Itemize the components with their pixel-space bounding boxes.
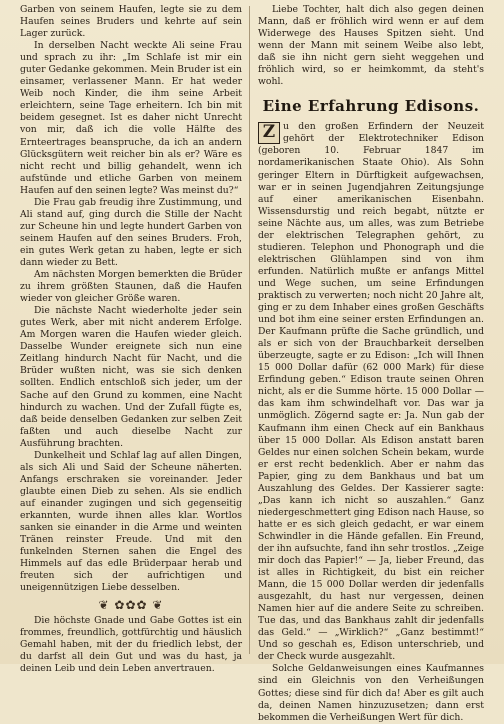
- paragraph: Solche Geldanweisungen eines Kaufmannes sind ein Gleichnis von den Verheißungen Gottes; diese sind für dich da! Aber es gilt auch da, deinen Namen hinzuzusetzen; dann erst bekommen die Verheißungen Wert für dich.: [258, 663, 484, 723]
- paragraph: Dunkelheit und Schlaf lag auf allen Dingen, als sich Ali und Said der Scheune näherten. Anfangs erschraken sie voreinander. Jeder glaubte einen Dieb zu sehen. Als sie endlich auf einander zugingen und sich gegenseitig erkannten, wurde ihnen alles klar. Wortlos sanken sie einander in die Arme und weinten Tränen reinster Freude. Und mit den funkelnden Sternen sahen die Engel des Himmels auf das edle Brüderpaar herab und freuten sich der aufrichtigen und uneigennützigen Liebe desselben.: [20, 449, 242, 594]
- article-title: Eine Erfahrung Edisons.: [262, 97, 480, 116]
- paragraph: Die nächste Nacht wiederholte jeder sein gutes Werk, aber mit nicht anderem Erfolge. Am Morgen waren die Haufen wieder gleich. Dasselbe Wunder ereignete sich nun eine Zeitlang hindurch Nacht für Nacht, und die Brüder wußten nicht, was sie sich denken sollten. Endlich entschloß sich jeder, um der Sache auf den Grund zu kommen, eine Nacht hindurch zu wachen. Und der Zufall fügte es, daß beide denselben Gedanken zur selben Zeit faßten und auch dieselbe Nacht zur Ausführung brachten.: [20, 305, 242, 449]
- paragraph: In derselben Nacht weckte Ali seine Frau und sprach zu ihr: „Im Schlafe ist mir ein guter Gedanke gekommen. Mein Bruder ist ein einsamer, verlassener Mann. Er hat weder Weib noch Kinder, die ihm seine Arbeit erleichtern, seine Tage erheitern. Ich bin mit beidem gesegnet. Ist es daher nicht Unrecht von mir, daß ich die volle Hälfte des Ernteertrages beanspruche, da ich an andern Glücksgütern weit reicher bin als er? Wäre es nicht recht und billig gehandelt, wenn ich aufstünde und etliche Garben von meinem Haufen auf den seinen legte? Was meinst du?“: [20, 40, 242, 196]
- article-first-text: u den großen Erfindern der Neuzeit gehört der Elektrotechniker Edison (geboren 10. Februar 1847 im nordamerikanischen Staate Ohio). Als Sohn geringer Eltern in Dürftigkeit aufgewachsen, war er in seinen Jugendjahren Zeitungsjunge auf einer amerikanischen Eisenbahn. Wissensdurstig und reich begabt, nützte er seine Nächte aus, um alles, was zum Betriebe der elektrischen Telegraphen gehört, zu studieren. Telephon und Phonograph und die elektrischen Glühlampen sind von ihm erfunden. Natürlich mußte er anfangs Mittel und Wege suchen, um seine Erfindungen praktisch zu verwerten; noch nicht 20 Jahre alt, ging er zu dem Inhaber eines großen Geschäfts und bot ihm eine seiner ersten Erfindungen an. Der Kaufmann prüfte die Sache gründlich, und als er sich von der Brauchbarkeit derselben überzeugte, sagte er zu Edison: „Ich will Ihnen 15 000 Dollar dafür (62 000 Mark) für diese Erfindung geben.“ Edison traute seinen Ohren nicht, als er die Summe hörte. 15 000 Dollar — das kam ihm schwindelhaft vor. Das war ja unmöglich. Zögernd sagte er: Ja. Nun gab der Kaufmann ihm einen Check auf ein Bankhaus über 15 000 Dollar. Als Edison anstatt baren Geldes nur einen solchen Schein bekam, wurde er erst recht bedenklich. Aber er nahm das Papier, ging zu dem Bankhaus und bat um Auszahlung des Geldes. Der Kassierer sagte: „Das kann ich nicht so auszahlen.“ Ganz niedergeschmettert ging Edison nach Hause, so hatte er es sich gleich gedacht, er war einem Schwindler in die Hände gefallen. Ein Freund, der ihn aufsuchte, fand ihn sehr trostlos. „Zeige mir doch das Papier!“ — Ja, lieber Freund, das ist alles in Richtigkeit, du bist ein reicher Mann, die 15 000 Dollar werden dir jedenfalls ausgezahlt, du hast nur vergessen, deinen Namen hier auf die andere Seite zu schreiben. Tue das, und das Bankhaus zahlt dir jedenfalls das Geld.“ — „Wirklich?“ „Ganz bestimmt!“ Und so geschah es, Edison unterschrieb, und der Check wurde ausgezahlt.: [258, 121, 484, 663]
- article-first-paragraph: [258, 121, 484, 663]
- drop-cap: Z: [258, 122, 280, 144]
- left-column: [20, 4, 242, 676]
- paragraph: Am nächsten Morgen bemerkten die Brüder zu ihrem größten Staunen, daß die Haufen wieder von gleicher Größe waren.: [20, 269, 242, 305]
- column-divider: [249, 6, 250, 654]
- paragraph: Die Frau gab freudig ihre Zustimmung, und Ali stand auf, ging durch die Stille der Nacht zur Scheune hin und legte hundert Garben von seinem Haufen auf den seines Bruders. Froh, ein gutes Werk getan zu haben, legte er sich dann wieder zu Bett.: [20, 196, 242, 268]
- ornament-divider: ❦ ✿✿✿ ❦: [98, 598, 164, 613]
- paragraph: Liebe Tochter, halt dich also gegen deinen Mann, daß er fröhlich wird wenn er auf dem Widerwege des Hauses Spitzen sieht. Und wenn der Mann mit seinem Weibe also lebt, daß sie ihn nicht gern sieht weggehen und fröhlich wird, so er heimkommt, da steht's wohl.: [258, 4, 484, 88]
- right-column: [258, 4, 484, 724]
- paragraph: Garben von seinem Haufen, legte sie zu dem Haufen seines Bruders und kehrte auf sein Lager zurück.: [20, 4, 242, 40]
- paragraph: Die höchste Gnade und Gabe Gottes ist ein frommes, freundlich, gottfürchtig und häuslich Gemahl haben, mit der du friedlich lebst, der du darfst all dein Gut und was du hast, ja deinen Leib und dein Leben anvertrauen.: [20, 615, 242, 675]
